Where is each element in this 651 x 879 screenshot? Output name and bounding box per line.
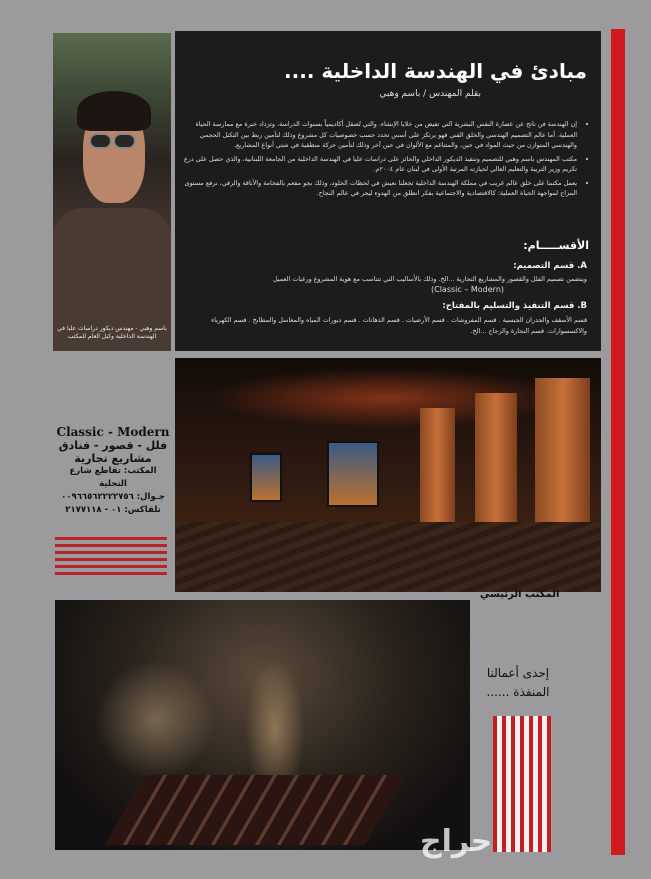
article-byline: بقلم المهندس / باسم وهبي — [379, 89, 481, 99]
works-line2: المنفذة ...... — [486, 685, 550, 699]
sunglasses-icon — [89, 133, 141, 151]
section-a-text: ويتضمن تصميم الفلل والقصور والمشاريع التجارية ...الخ. وذلك بالأساليب التي تتناسب مع هوية المشروع ورغبات العميل — [272, 275, 587, 283]
photo-caption: المكتب الرئيسي — [480, 589, 560, 600]
portrait-hair — [77, 91, 151, 131]
display-screen — [250, 453, 282, 502]
intro-list — [183, 119, 589, 202]
brand-services-line1: فلل - قصور - فنادق — [58, 439, 168, 452]
intro-point: • مكتب المهندس باسم وهبي للتصميم وتنفيذ الديكور الداخلي والحائز على دراسات عليا في الهندسة الداخلية من الجامعة اللبنانية، والذي حصل على درع تكريم وزير التربية والتعليم العالي لحيازته المرتبة الأولى في لبنان عام ٢٠٠٤م. — [183, 154, 577, 175]
brand-block — [55, 425, 171, 517]
brand-mobile: جـوال: ٠٠٩٦٦٥٦٢٢٢٢٧٥٦ — [61, 492, 165, 502]
brand-styles: Classic - Modern — [56, 425, 170, 439]
brand-phone-fax: تلفاكس: ٠١ - ٢١٧٧١١٨ — [65, 505, 161, 515]
section-b-text: قسم الأسقف والجدران الجبسية . قسم المفروشات . قسم الأرضيات . قسم الدهانات . قسم ديورات المياه والمغاسل والمطابخ . قسم الكهرباء والاكسسوارات. قسم النجارة والزجاج ...الخ. — [211, 316, 587, 335]
watermark-logo: حراج — [420, 824, 493, 859]
section-a-title: A. قسم التصميم: — [513, 261, 587, 271]
red-stripes-horizontal — [55, 537, 167, 577]
display-screen — [327, 441, 379, 507]
intro-point: • إن الهندسة فن ناتج عن عصارة النفس البشرية التي تفيض من خلايا الإنشاء، والتي تُصقل أكاديمياً بسنوات الدراسة، وتزداد خبرة مع ممارسة الحياة العملية. أما عالم التصميم الهندسي والخلق الفني فهو يرتكز على أسس تحدد حسب خصوصيات كل مشروع وذلك لتأمين ربط بين التكتل الحجمي والهندسي المتوازن من حيث المواد في حين، والمتناغم مع الألوان في حين آخر وذلك لتأمين حركة منطقية في شتى أنواع المشاريع. — [183, 119, 577, 151]
red-stripes-vertical — [493, 716, 551, 852]
article-title: مبادئ في الهندسة الداخلية .... — [284, 59, 587, 83]
intro-point: • يعمل مكتبنا على خلق عالم غريب في مملكة الهندسة الداخلية تجعلنا نعيش في لحظات الخلود، وذلك بجو مفعم بالفخامة والأناقة والرقي، نرفع مستوى المزاج لمواجهة الحياة العملية: كالاقتصادية والاجتماعية بفكر انطلق من الهدوء ليجر في عالم النجاح. — [183, 178, 577, 199]
brand-address: المكتب: تقاطع شارع التحلية — [69, 466, 157, 489]
wall-light — [95, 660, 215, 780]
sections-heading: الأقســـــام: — [523, 239, 589, 252]
article-panel — [175, 31, 601, 351]
rug — [105, 775, 405, 845]
project-photo — [55, 600, 470, 850]
works-label — [478, 664, 558, 702]
section-b-title: B. قسم التنفيذ والتسليم بالمفتاح: — [442, 301, 587, 311]
engineer-portrait — [53, 33, 171, 351]
portrait-caption: باسم وهبي - مهندس ديكور دراسات عليا في الهندسة الداخلية وكيل العام للمكتب — [57, 325, 167, 340]
main-office-photo — [175, 358, 601, 592]
works-line1: إحدى أعمالنا — [486, 666, 550, 680]
section-a-styles: (Classic – Modern) — [431, 285, 505, 294]
brand-services-line2: مشاريع تجارية — [74, 452, 152, 465]
wood-floor — [175, 522, 601, 592]
red-side-bar — [611, 29, 625, 855]
